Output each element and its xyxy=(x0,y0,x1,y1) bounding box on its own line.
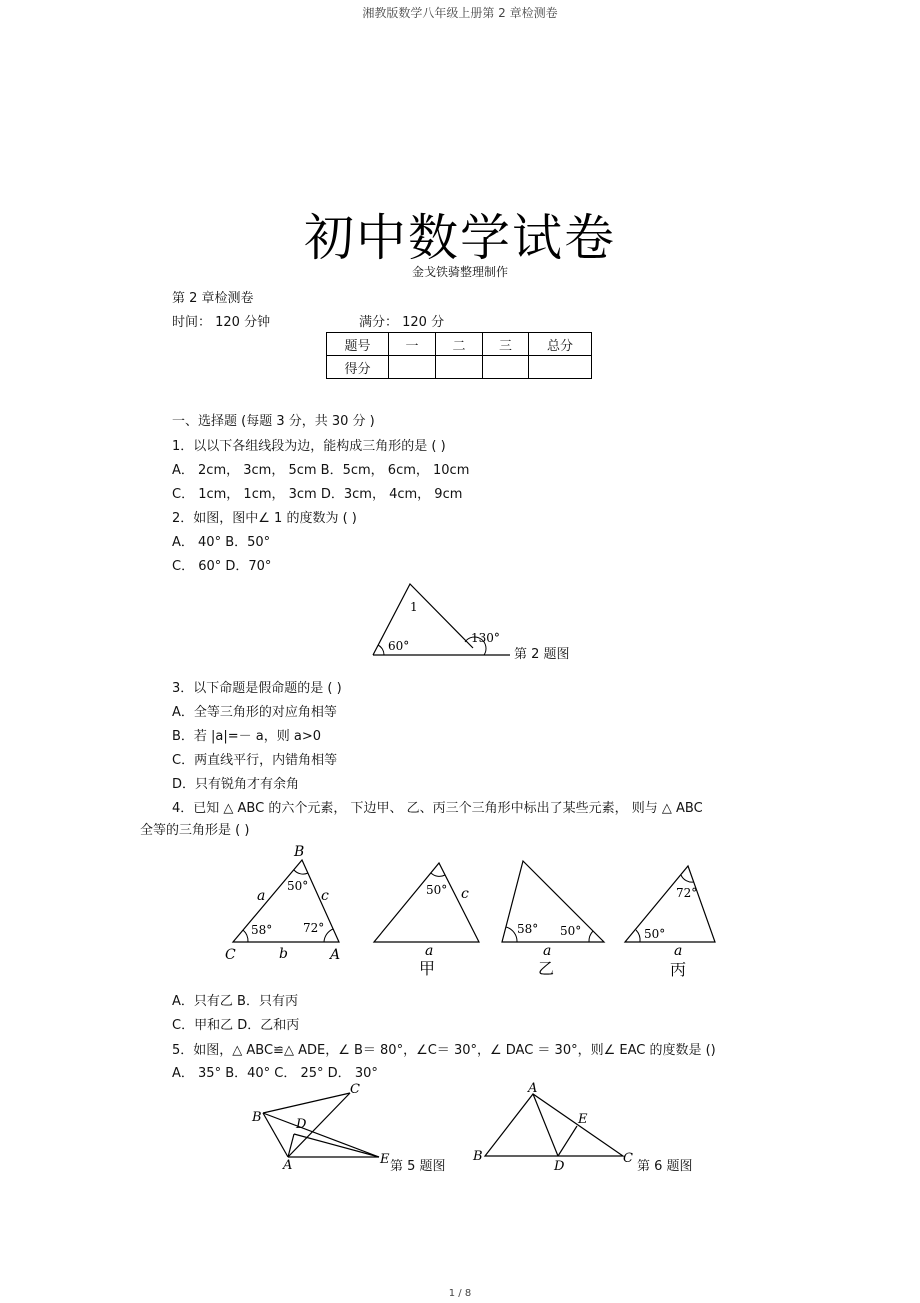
score-table-header: 题号 xyxy=(327,333,389,356)
bing-name: 丙 xyxy=(670,960,687,979)
q5-figure xyxy=(248,1080,408,1173)
q6-label-a: A xyxy=(528,1081,538,1096)
segment xyxy=(263,1113,288,1157)
q1-stem: 1．以以下各组线段为边，能构成三角形的是 ( ) xyxy=(172,439,446,454)
chapter-title: 第 2 章检测卷 xyxy=(172,291,254,306)
triangle-jia xyxy=(374,863,479,942)
q4-options-cd: C．甲和乙 D．乙和丙 xyxy=(172,1018,300,1033)
q5-caption: 第 5 题图 xyxy=(390,1159,446,1174)
angle-arc xyxy=(589,931,593,942)
jia-name: 甲 xyxy=(419,959,436,978)
yi-side-a: a xyxy=(543,943,552,959)
yi-angle-right: 50° xyxy=(560,924,582,938)
angle-label-b: 50° xyxy=(287,879,309,893)
score-cell[interactable] xyxy=(389,356,436,379)
yi-name: 乙 xyxy=(538,959,555,978)
q4-options-ab: A．只有乙 B．只有丙 xyxy=(172,994,298,1009)
q2-stem: 2．如图，图中∠ 1 的度数为 ( ) xyxy=(172,511,357,526)
angle-arc xyxy=(636,930,640,942)
q5-label-e: E xyxy=(380,1152,390,1167)
q5-options: A． 35° B．40° C． 25° D． 30° xyxy=(172,1066,378,1081)
segment xyxy=(263,1113,379,1157)
bing-angle-left: 50° xyxy=(644,927,666,941)
score-cell[interactable] xyxy=(483,356,529,379)
q2-label-130: 130° xyxy=(471,631,500,645)
q5-label-a: A xyxy=(283,1158,293,1173)
q6-label-b: B xyxy=(473,1149,483,1164)
jia-side-a: a xyxy=(425,943,434,959)
side-label-c: c xyxy=(321,888,329,904)
q2-label-60: 60° xyxy=(388,639,410,653)
q6-label-c: C xyxy=(623,1151,633,1166)
section-heading: 一、选择题 (每题 3 分，共 30 分 ) xyxy=(172,414,375,429)
q5-label-b: B xyxy=(252,1110,262,1125)
score-table-header: 一 xyxy=(389,333,436,356)
segment xyxy=(294,1134,379,1157)
score-table-row xyxy=(327,356,592,379)
score-table-header: 二 xyxy=(436,333,483,356)
angle-arc xyxy=(294,870,308,874)
q2-label-1: 1 xyxy=(410,600,418,614)
q3-option-d: D．只有锐角才有余角 xyxy=(172,777,300,792)
q4-figures xyxy=(220,842,720,982)
q5-label-d: D xyxy=(296,1117,307,1132)
score-table-header: 总分 xyxy=(529,333,592,356)
score-table xyxy=(326,332,592,379)
q5-label-c: C xyxy=(350,1082,360,1097)
triangle-bing xyxy=(625,866,715,942)
q2-options-cd: C． 60° D．70° xyxy=(172,559,272,574)
q6-figure xyxy=(470,1080,640,1174)
q1-options-ab: A． 2cm， 3cm， 5cm B．5cm， 6cm， 10cm xyxy=(172,463,470,478)
q2-options-ab: A． 40° B．50° xyxy=(172,535,271,550)
segment xyxy=(558,1126,577,1156)
jia-angle-label: 50° xyxy=(426,883,448,897)
q6-label-d: D xyxy=(554,1159,565,1174)
angle-arc xyxy=(431,873,445,876)
q2-caption: 第 2 题图 xyxy=(514,647,570,662)
score-cell[interactable] xyxy=(529,356,592,379)
q1-options-cd: C． 1cm， 1cm， 3cm D．3cm， 4cm， 9cm xyxy=(172,487,463,502)
page-header: 湘教版数学八年级上册第 2 章检测卷 xyxy=(362,6,558,20)
segment xyxy=(263,1093,350,1113)
side-label-b: b xyxy=(279,946,288,962)
bing-side-a: a xyxy=(674,943,683,959)
jia-side-c: c xyxy=(461,886,469,902)
score-table-header-row xyxy=(327,333,592,356)
score-cell[interactable] xyxy=(436,356,483,379)
q5-stem: 5．如图，△ ABC≌△ ADE，∠ B＝ 80°，∠C＝ 30°，∠ DAC ＝ 30°，则∠ EAC 的度数是 () xyxy=(172,1043,716,1058)
score-row-label: 得分 xyxy=(327,356,389,379)
q4-stem-line1: 4．已知 △ ABC 的六个元素， 下边甲、 乙、丙三个三角形中标出了某些元素， 则与 △ ABC xyxy=(172,801,703,816)
vertex-label-b: B xyxy=(294,844,305,860)
score-label: 满分： 120 分 xyxy=(359,315,445,330)
yi-angle-left: 58° xyxy=(517,922,539,936)
angle-label-a: 72° xyxy=(303,921,325,935)
q3-option-a: A．全等三角形的对应角相等 xyxy=(172,705,337,720)
page-title: 初中数学试卷 xyxy=(304,209,616,267)
vertex-label-c: C xyxy=(225,947,236,963)
q3-stem: 3．以下命题是假命题的是 ( ) xyxy=(172,681,342,696)
angle-arc xyxy=(243,930,248,942)
q6-caption: 第 6 题图 xyxy=(637,1159,693,1174)
side-label-a: a xyxy=(257,888,266,904)
bing-angle-top: 72° xyxy=(676,886,698,900)
q3-option-b: B．若 |a|=－ a，则 a>0 xyxy=(172,729,322,744)
angle-arc xyxy=(324,929,333,942)
page-subtitle: 金戈铁骑整理制作 xyxy=(411,265,508,279)
angle-label-c: 58° xyxy=(251,923,273,937)
page-number: 1 / 8 xyxy=(448,1288,472,1299)
vertex-label-a: A xyxy=(330,947,341,963)
q6-label-e: E xyxy=(578,1112,588,1127)
time-label: 时间： 120 分钟 xyxy=(172,315,271,330)
angle-arc xyxy=(506,927,517,942)
q2-angle-arc xyxy=(378,645,384,655)
q3-option-c: C．两直线平行，内错角相等 xyxy=(172,753,338,768)
q4-stem-line2: 全等的三角形是 ( ) xyxy=(140,823,250,838)
score-table-header: 三 xyxy=(483,333,529,356)
